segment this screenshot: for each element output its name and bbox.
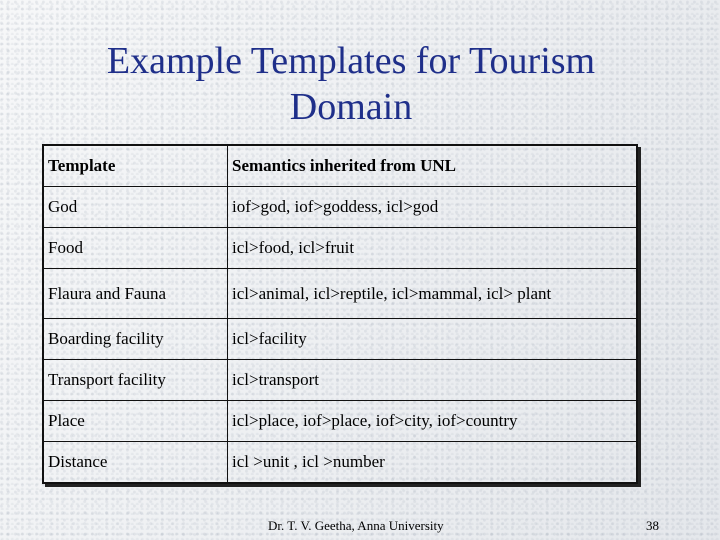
template-cell: Transport facility bbox=[43, 360, 228, 401]
page-number: 38 bbox=[646, 518, 659, 533]
footer-author: Dr. T. V. Geetha, Anna University bbox=[268, 518, 444, 533]
header-semantics: Semantics inherited from UNL bbox=[228, 145, 638, 187]
semantics-cell: icl >unit , icl >number bbox=[228, 442, 638, 484]
template-cell: Boarding facility bbox=[43, 319, 228, 360]
table-row bbox=[43, 187, 637, 228]
semantics-cell: icl>animal, icl>reptile, icl>mammal, icl> plant bbox=[228, 269, 638, 319]
slide-title bbox=[0, 38, 702, 130]
table-row bbox=[43, 228, 637, 269]
slide-title-line-2: Domain bbox=[289, 86, 413, 128]
template-cell: Distance bbox=[43, 442, 228, 484]
template-cell: God bbox=[43, 187, 228, 228]
table-row bbox=[43, 360, 637, 401]
slide-title-line-1: Example Templates for Tourism bbox=[106, 40, 596, 82]
table-header-row bbox=[43, 145, 637, 187]
table-row bbox=[43, 269, 637, 319]
semantics-cell: icl>place, iof>place, iof>city, iof>country bbox=[228, 401, 638, 442]
table-row bbox=[43, 401, 637, 442]
table-row bbox=[43, 319, 637, 360]
template-cell: Food bbox=[43, 228, 228, 269]
header-template: Template bbox=[43, 145, 228, 187]
semantics-cell: icl>facility bbox=[228, 319, 638, 360]
semantics-cell: icl>transport bbox=[228, 360, 638, 401]
semantics-cell: icl>food, icl>fruit bbox=[228, 228, 638, 269]
table-row bbox=[43, 442, 637, 484]
semantics-cell: iof>god, iof>goddess, icl>god bbox=[228, 187, 638, 228]
templates-table bbox=[42, 144, 638, 484]
template-cell: Flaura and Fauna bbox=[43, 269, 228, 319]
template-cell: Place bbox=[43, 401, 228, 442]
